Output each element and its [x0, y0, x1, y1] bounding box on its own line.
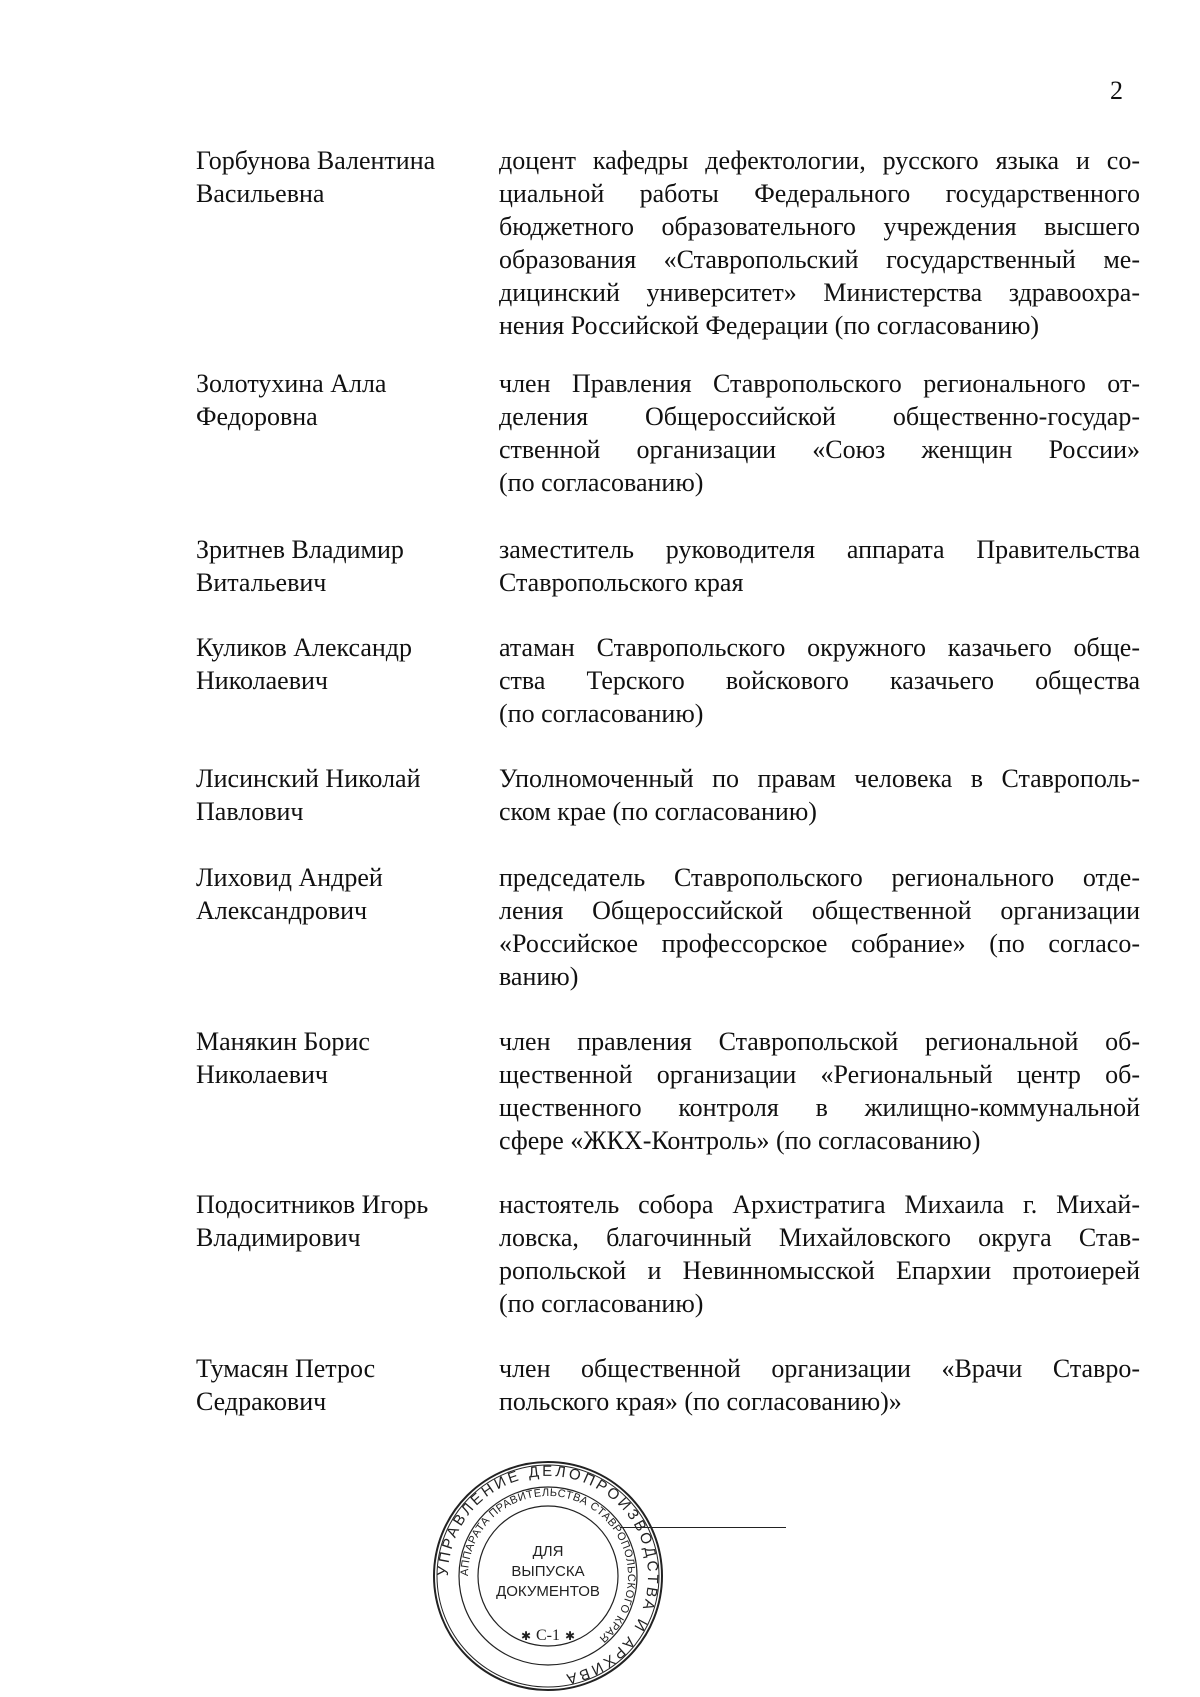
member-role-line: ском крае (по согласованию): [499, 797, 817, 826]
member-role-line: Ставропольского края: [499, 568, 744, 597]
member-role-line: щественной организации «Региональный центр об-: [499, 1060, 1140, 1089]
member-name-line: Горбунова Валентина: [196, 146, 436, 175]
page-number: 2: [1110, 76, 1123, 105]
member-role: [499, 1025, 1140, 1157]
member-role-line: ственной организации «Союз женщин России»: [499, 435, 1140, 464]
member-role-line: член правления Ставропольской региональной об-: [499, 1027, 1140, 1056]
member-role-line: (по согласованию): [499, 699, 704, 728]
member-role-line: (по согласованию): [499, 468, 704, 497]
member-name: [196, 533, 499, 599]
member-name: [196, 1352, 499, 1418]
member-role: [499, 1352, 1140, 1418]
seal-star-icon: ✱: [520, 1629, 532, 1643]
member-role-line: бюджетного образовательного учреждения высшего: [499, 212, 1140, 241]
seal-center-line: ДЛЯ: [532, 1543, 564, 1560]
member-entry: [196, 631, 1140, 762]
member-name-line: Владимирович: [196, 1223, 361, 1252]
member-name-line: Подоситников Игорь: [196, 1190, 429, 1219]
member-role-line: щественного контроля в жилищно-коммунальной: [499, 1093, 1140, 1122]
member-role-line: член общественной организации «Врачи Ставро-: [499, 1354, 1140, 1383]
member-role-line: настоятель собора Архистратига Михаила г. Михай-: [499, 1190, 1140, 1219]
member-entry: [196, 1352, 1140, 1422]
member-role-line: ванию): [499, 962, 579, 991]
member-role-line: председатель Ставропольского регионального отде-: [499, 863, 1140, 892]
member-role-line: дицинский университет» Министерства здравоохра-: [499, 278, 1140, 307]
member-name-line: Седракович: [196, 1387, 327, 1416]
member-entry: [196, 1025, 1140, 1188]
member-role-line: заместитель руководителя аппарата Правительства: [499, 535, 1140, 564]
seal-outer-text: УПРАВЛЕНИЕ ДЕЛОПРОИЗВОДСТВА И АРХИВА: [434, 1462, 662, 1688]
member-role-line: нения Российской Федерации (по согласованию): [499, 311, 1040, 340]
member-name: [196, 1188, 499, 1254]
member-role: [499, 144, 1140, 342]
member-role-line: атаман Ставропольского окружного казачьего обще-: [499, 633, 1140, 662]
official-seal-stamp: [432, 1460, 664, 1692]
member-name-line: Александрович: [196, 896, 368, 925]
member-entry: [196, 1188, 1140, 1352]
member-entry: [196, 762, 1140, 861]
member-role-line: (по согласованию): [499, 1289, 704, 1318]
member-name-line: Павлович: [196, 797, 304, 826]
member-role-line: «Российское профессорское собрание» (по согласо-: [499, 929, 1140, 958]
seal-code: С-1: [536, 1627, 560, 1644]
seal-star-icon: ✱: [564, 1629, 576, 1643]
member-role-line: ропольской и Невинномысской Епархии протоиерей: [499, 1256, 1140, 1285]
seal-center-line: ДОКУМЕНТОВ: [496, 1583, 600, 1600]
member-name-line: Витальевич: [196, 568, 327, 597]
seal-inner-text: АППАРАТА ПРАВИТЕЛЬСТВА СТАВРОПОЛЬСКОГО КРАЯ: [458, 1486, 638, 1645]
member-name-line: Николаевич: [196, 666, 328, 695]
member-entry: [196, 367, 1140, 533]
member-entry: [196, 144, 1140, 367]
member-role: [499, 533, 1140, 599]
member-role-line: циальной работы Федерального государственного: [499, 179, 1140, 208]
member-role-line: ства Терского войскового казачьего общества: [499, 666, 1140, 695]
member-role: [499, 1188, 1140, 1320]
member-name: [196, 631, 499, 697]
member-name-line: Васильевна: [196, 179, 325, 208]
seal-center-line: ВЫПУСКА: [511, 1563, 585, 1580]
member-name-line: Манякин Борис: [196, 1027, 370, 1056]
member-name-line: Куликов Александр: [196, 633, 413, 662]
member-entry: [196, 533, 1140, 631]
member-role-line: сфере «ЖКХ-Контроль» (по согласованию): [499, 1126, 981, 1155]
member-role-line: доцент кафедры дефектологии, русского языка и со-: [499, 146, 1140, 175]
member-entry: [196, 861, 1140, 1025]
member-name: [196, 1025, 499, 1091]
member-name-line: Тумасян Петрос: [196, 1354, 376, 1383]
member-name-line: Лисинский Николай: [196, 764, 421, 793]
member-role-line: Уполномоченный по правам человека в Ставрополь-: [499, 764, 1140, 793]
member-name: [196, 762, 499, 828]
member-name: [196, 367, 499, 433]
member-role: [499, 367, 1140, 499]
member-role-line: образования «Ставропольский государственный ме-: [499, 245, 1140, 274]
member-role: [499, 861, 1140, 993]
member-role-line: ления Общероссийской общественной организации: [499, 896, 1140, 925]
member-name-line: Лиховид Андрей: [196, 863, 383, 892]
member-name-line: Золотухина Алла: [196, 369, 387, 398]
member-role-line: польского края» (по согласованию)»: [499, 1387, 902, 1416]
member-role-line: деления Общероссийской общественно-государ-: [499, 402, 1140, 431]
member-name: [196, 144, 499, 210]
member-name-line: Федоровна: [196, 402, 318, 431]
member-role: [499, 631, 1140, 730]
member-role-line: ловска, благочинный Михайловского округа Став-: [499, 1223, 1140, 1252]
member-role-line: член Правления Ставропольского регионального от-: [499, 369, 1140, 398]
member-role: [499, 762, 1140, 828]
members-list: [196, 144, 1140, 1422]
member-name-line: Зритнев Владимир: [196, 535, 404, 564]
member-name: [196, 861, 499, 927]
member-name-line: Николаевич: [196, 1060, 328, 1089]
